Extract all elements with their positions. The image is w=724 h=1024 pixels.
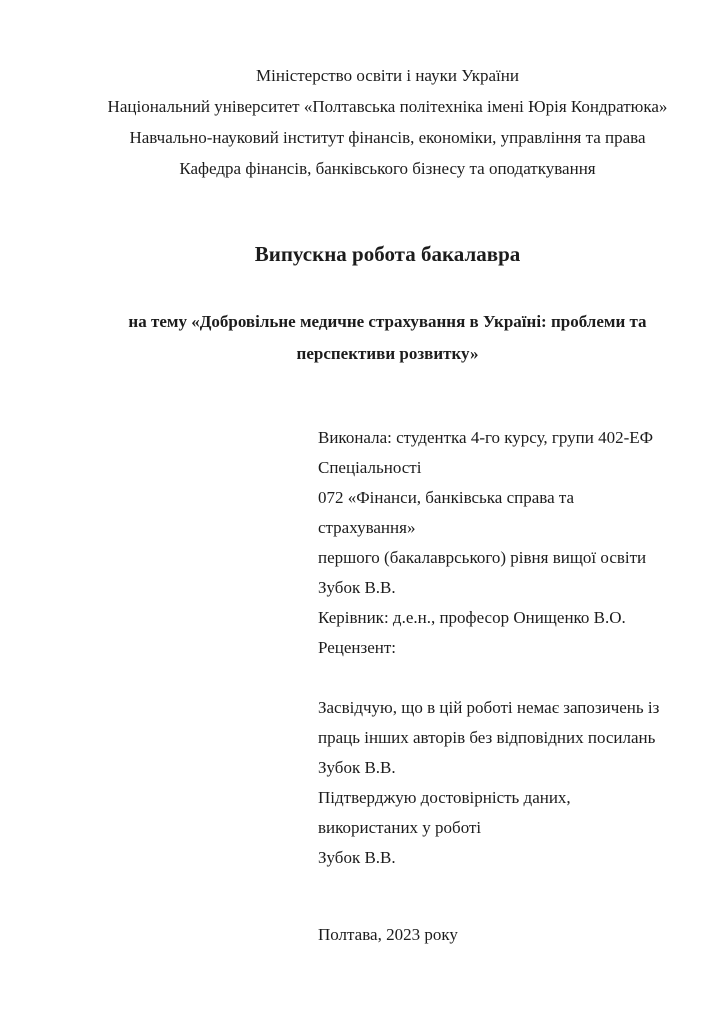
degree-level-line: першого (бакалаврського) рівня вищої освіти bbox=[318, 548, 647, 567]
specialty-continuation-line: страхування» bbox=[318, 518, 416, 537]
student-signature-name-1: Зубок В.В. bbox=[318, 758, 396, 777]
institute-line: Навчально-науковий інститут фінансів, економіки, управління та права bbox=[129, 128, 646, 147]
thesis-topic-line-1: на тему «Добровільне медичне страхування в Україні: проблеми та bbox=[128, 312, 647, 331]
thesis-type-title: Випускна робота бакалавра bbox=[254, 242, 521, 266]
author-details-block bbox=[318, 423, 672, 663]
specialty-label-line: Спеціальності bbox=[318, 458, 422, 477]
no-plagiarism-line-2: праць інших авторів без відповідних посилань bbox=[318, 728, 656, 747]
thesis-topic-line-2: перспективи розвитку» bbox=[296, 344, 479, 363]
ministry-line: Міністерство освіти і науки України bbox=[256, 66, 519, 85]
data-accuracy-line-1: Підтверджую достовірність даних, bbox=[318, 788, 571, 807]
performer-line: Виконала: студентка 4-го курсу, групи 402-ЕФ bbox=[318, 428, 654, 447]
thesis-topic bbox=[103, 306, 672, 370]
student-signature-name-2: Зубок В.В. bbox=[318, 848, 396, 867]
reviewer-line: Рецензент: bbox=[318, 638, 397, 657]
no-plagiarism-line-1: Засвідчую, що в цій роботі немає запозичень із bbox=[318, 698, 660, 717]
university-line: Національний університет «Полтавська політехніка імені Юрія Кондратюка» bbox=[107, 97, 668, 116]
department-line: Кафедра фінансів, банківського бізнесу та оподаткування bbox=[179, 159, 596, 178]
specialty-code-line: 072 «Фінанси, банківська справа та bbox=[318, 488, 575, 507]
institution-header bbox=[103, 60, 672, 184]
city-year-line: Полтава, 2023 року bbox=[318, 925, 458, 944]
supervisor-line: Керівник: д.е.н., професор Онищенко В.О. bbox=[318, 608, 626, 627]
data-accuracy-line-2: використаних у роботі bbox=[318, 818, 482, 837]
student-name-line: Зубок В.В. bbox=[318, 578, 396, 597]
declaration-block bbox=[318, 693, 672, 873]
